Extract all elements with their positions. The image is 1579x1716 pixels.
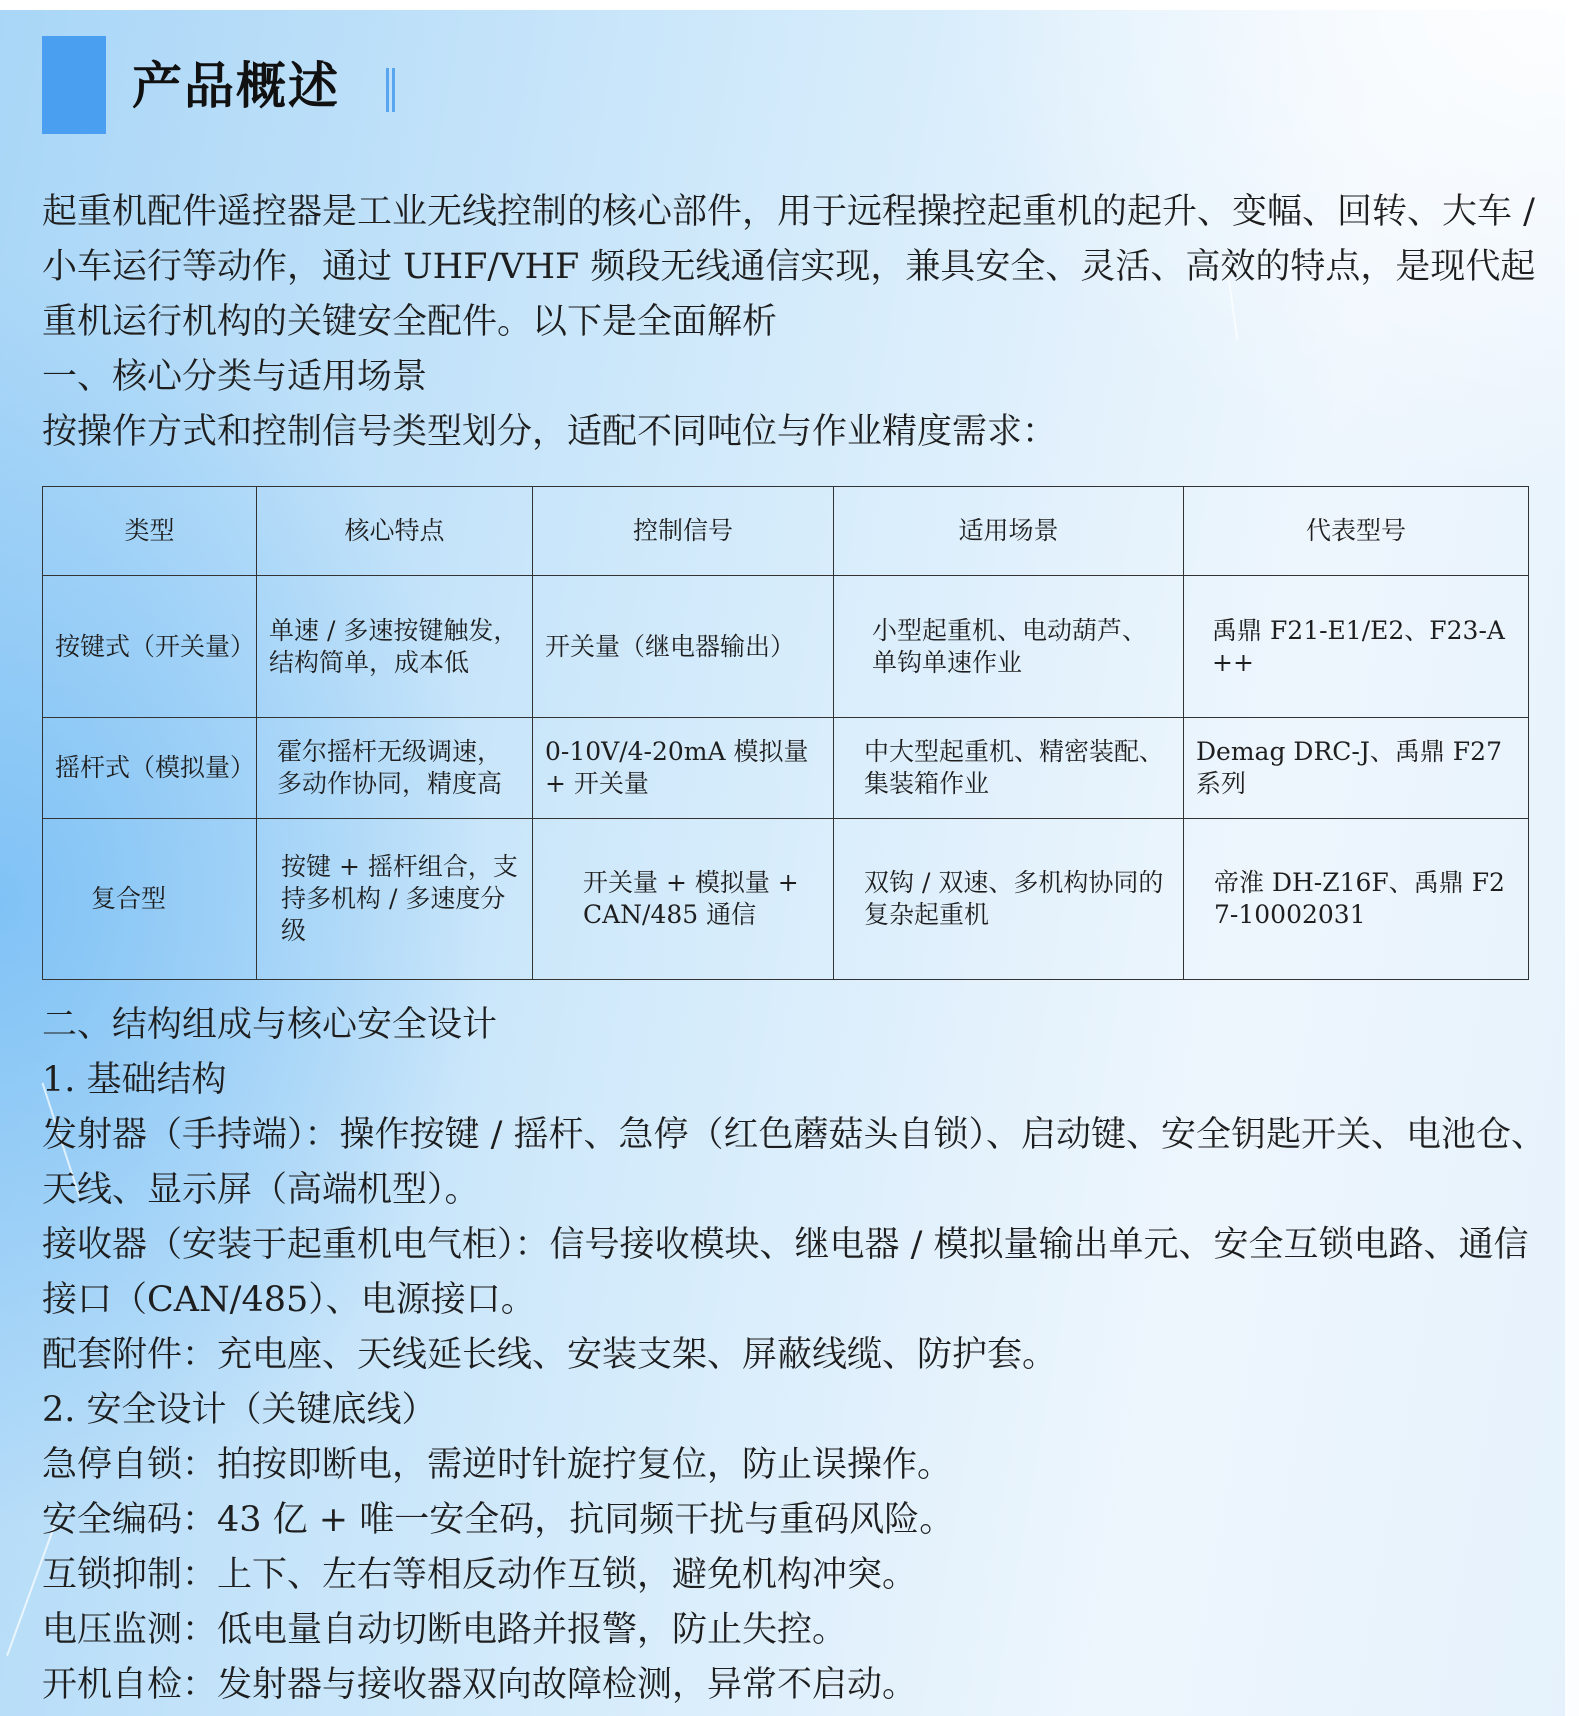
safety-item-coding: 安全编码：43 亿 + 唯一安全码，抗同频干扰与重码风险。 bbox=[42, 1500, 955, 1540]
header-accent-block bbox=[42, 36, 106, 134]
structure-section bbox=[42, 998, 1552, 1713]
page-header bbox=[42, 36, 642, 134]
safety-item-selftest: 开机自检：发射器与接收器双向故障检测，异常不启动。 bbox=[42, 1665, 918, 1705]
safety-item-voltage: 电压监测：低电量自动切断电路并报警，防止失控。 bbox=[42, 1610, 848, 1650]
table-cell: 禹鼎 F21-E1/E2、F23-A++ bbox=[1184, 576, 1529, 718]
page-title: 产品概述 bbox=[132, 57, 340, 115]
table-cell: 双钩 / 双速、多机构协同的复杂起重机 bbox=[834, 819, 1184, 980]
table-cell: 按键式（开关量） bbox=[43, 576, 257, 718]
section1-description: 按操作方式和控制信号类型划分，适配不同吨位与作业精度需求： bbox=[42, 412, 1058, 452]
table-cell: 单速 / 多速按键触发，结构简单，成本低 bbox=[257, 576, 533, 718]
section2-heading: 二、结构组成与核心安全设计 bbox=[42, 1005, 498, 1045]
table-cell: 摇杆式（模拟量） bbox=[43, 718, 257, 819]
table-cell: 小型起重机、电动葫芦、单钩单速作业 bbox=[834, 576, 1184, 718]
intro-section bbox=[42, 185, 1552, 460]
section1-heading: 一、核心分类与适用场景 bbox=[42, 357, 428, 397]
intro-paragraph: 起重机配件遥控器是工业无线控制的核心部件，用于远程操控起重机的起升、变幅、回转、大车 / 小车运行等动作，通过 UHF/VHF 频段无线通信实现，兼具安全、灵活、高效的特点，是现代起重机运行机构的关键安全配件。以下是全面解析 bbox=[42, 192, 1536, 342]
table-cell: 开关量 + 模拟量 + CAN/485 通信 bbox=[533, 819, 834, 980]
transmitter-description: 发射器（手持端）：操作按键 / 摇杆、急停（红色蘑菇头自锁）、启动键、安全钥匙开关、电池仓、天线、显示屏（高端机型）。 bbox=[42, 1115, 1547, 1210]
table-row bbox=[43, 819, 1529, 980]
right-border bbox=[1565, 0, 1579, 1716]
table-cell: 帝淮 DH-Z16F、禹鼎 F27-10002031 bbox=[1184, 819, 1529, 980]
column-header-model: 代表型号 bbox=[1184, 487, 1529, 576]
safety-item-estop: 急停自锁：拍按即断电，需逆时针旋拧复位，防止误操作。 bbox=[42, 1445, 953, 1485]
table-cell: Demag DRC-J、禹鼎 F27 系列 bbox=[1184, 718, 1529, 819]
table-row bbox=[43, 718, 1529, 819]
table-cell: 按键 + 摇杆组合，支持多机构 / 多速度分级 bbox=[257, 819, 533, 980]
safety-item-interlock: 互锁抑制：上下、左右等相反动作互锁，避免机构冲突。 bbox=[42, 1555, 918, 1595]
top-border bbox=[0, 0, 1579, 10]
subsection-basic-structure: 1. 基础结构 bbox=[42, 1060, 227, 1100]
table-cell: 中大型起重机、精密装配、集装箱作业 bbox=[834, 718, 1184, 819]
table-row bbox=[43, 576, 1529, 718]
column-header-signal: 控制信号 bbox=[533, 487, 834, 576]
table-header-row bbox=[43, 487, 1529, 576]
column-header-type: 类型 bbox=[43, 487, 257, 576]
table-cell: 霍尔摇杆无级调速，多动作协同，精度高 bbox=[257, 718, 533, 819]
column-header-scenario: 适用场景 bbox=[834, 487, 1184, 576]
accessories-description: 配套附件：充电座、天线延长线、安装支架、屏蔽线缆、防护套。 bbox=[42, 1335, 1058, 1375]
subsection-safety-design: 2. 安全设计（关键底线） bbox=[42, 1390, 437, 1430]
column-header-features: 核心特点 bbox=[257, 487, 533, 576]
table-cell: 复合型 bbox=[43, 819, 257, 980]
table-cell: 开关量（继电器输出） bbox=[533, 576, 834, 718]
title-double-bar-icon bbox=[386, 68, 395, 112]
classification-table bbox=[42, 486, 1529, 980]
table-cell: 0-10V/4-20mA 模拟量 + 开关量 bbox=[533, 718, 834, 819]
receiver-description: 接收器（安装于起重机电气柜）：信号接收模块、继电器 / 模拟量输出单元、安全互锁电路、通信接口（CAN/485）、电源接口。 bbox=[42, 1225, 1529, 1320]
